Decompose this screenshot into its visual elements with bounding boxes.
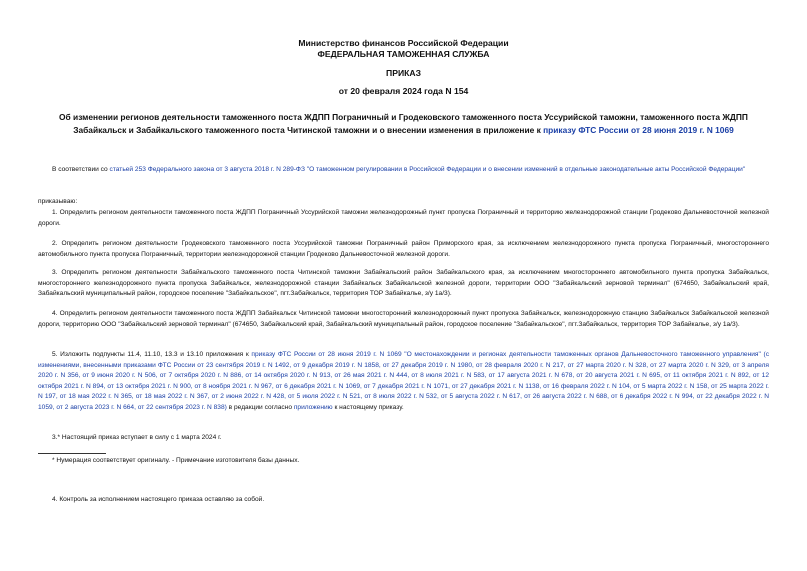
title-text: Об изменении регионов деятельности таможенного поста ЖДПП Пограничный и Гродековского таможенного поста Уссурийской таможни, таможенного поста ЖДПП Забайкальск и Забайкальского таможенного поста Читинской таможни и о внесении изменения в приложение к [59,112,748,135]
footnote-separator [38,453,106,454]
federal-law-link[interactable]: статьей 253 Федерального закона от 3 августа 2018 г. N 289-ФЗ "О таможенном регулировании в Российской Федерации и о внесении изменений в отдельные законодательные акты Российской Федерации" [109,166,746,173]
item-5-text: 5. Изложить подпункты 11.4, 11.10, 13.3 и 13.10 приложения к [52,351,252,358]
footnote: * Нумерация соответствует оригиналу. - Примечание изготовителя базы данных. [52,457,300,464]
ministry-name: Министерство финансов Российской Федерации [298,38,509,48]
title-order-link[interactable]: приказу ФТС России от 28 июня 2019 г. N 1069 [543,124,734,135]
item-5-mid: в редакции согласно [226,403,294,411]
preamble [38,165,769,176]
item-3-effective: 3.* Настоящий приказ вступает в силу с 1 марта 2024 г. [52,434,222,441]
order-word: приказываю: [38,198,78,205]
item-1: 1. Определить регионом деятельности таможенного поста ЖДПП Пограничный Уссурийской таможни железнодорожный пункт пропуска Пограничный и территорию железнодорожной станции Гродеково Дальневосточной железной дороги. [38,209,769,227]
item-3: 3. Определить регионом деятельности Забайкальского таможенного поста Читинской таможни Забайкальский район Забайкальского края, за исключением многостороннего автомобильного пункта пропуска Забайкальск, многостороннего железнодорожного пункта пропуска Забайкальск, железнодорожной станции Забайкальск Забайкальской железной дороги, территории ООО "Забайкальский зерновой терминал" (674650, Забайкальский край, Забайкальский муниципальный район, городское поселение "Забайкальское", пгт.Забайкальск, территория ТОР Забайкалье, з/у 1а/3). [38,269,769,297]
item-4-control: 4. Контроль за исполнением настоящего приказа оставляю за собой. [52,496,265,503]
service-name: ФЕДЕРАЛЬНАЯ ТАМОЖЕННАЯ СЛУЖБА [317,49,490,59]
preamble-text: В соответствии со [52,166,110,173]
document-title [38,111,769,136]
item-5-end: к настоящему приказу. [332,403,404,411]
item-5 [38,350,769,413]
order-1069-link[interactable]: приказу ФТС России от 28 июня 2019 г. N 1069 "О местонахождении и регионах деятельности таможенных органов Дальневосточного таможенного управления" (с изменениями, внесенными приказами ФТС России от 23 сентября 2019 г. N 1492, от 9 декабря 2019 г. N 1858, от 27 декабря 2019 г. N 1980, от 28 февраля 2020 г. N 217, от 27 марта 2020 г. N 328, от 27 марта 2020 г. N 329, от 3 апреля 2020 г. N 356, от 9 июня 2020 г. N 506, от 7 октября 2020 г. N 886, от 14 октября 2020 г. N 913, от 26 мая 2021 г. N 444, от 8 июля 2021 г. N 583, от 17 августа 2021 г. N 678, от 20 августа 2021 г. N 695, от 11 октября 2021 г. N 892, от 12 октября 2021 г. N 894, от 13 октября 2021 г. N 900, от 8 ноября 2021 г. N 967, от 6 декабря 2021 г. N 1069, от 7 декабря 2021 г. N 1071, от 27 декабря 2021 г. N 1138, от 16 февраля 2022 г. N 104, от 5 марта 2022 г. N 158, от 25 марта 2022 г. N 197, от 18 мая 2022 г. N 365, от 18 мая 2022 г. N 367, от 2 июня 2022 г. N 428, от 5 июля 2022 г. N 521, от 8 июля 2022 г. N 532, от 5 августа 2022 г. N 617, от 26 августа 2022 г. N 688, от 6 декабря 2022 г. N 994, от 22 декабря 2022 г. N 1059, от 2 августа 2023 г. N 664, от 22 сентября 2023 г. N 838) [38,351,769,411]
document-date-number: от 20 февраля 2024 года N 154 [338,86,469,96]
item-4: 4. Определить регионом деятельности таможенного поста ЖДПП Забайкальск Читинской таможни многосторонний железнодорожный пункт пропуска Забайкальск, железнодорожную станцию Забайкальск Забайкальской железной дороги, территорию ООО "Забайкальский зерновой терминал" (674650, Забайкальский край, Забайкальский муниципальный район, городское поселение "Забайкальское", пгт.Забайкальск, территория ТОР Забайкалье, з/у 1а/3). [38,310,769,328]
item-2: 2. Определить регионом деятельности Гродековского таможенного поста Уссурийской таможни Пограничный район Приморского края, за исключением железнодорожного пункта пропуска Пограничный, многостороннего автомобильного пункта пропуска Пограничный, территории железнодорожной станции Гродеково Дальневосточной железной дороги. [38,240,769,258]
appendix-link[interactable]: приложению [293,403,333,411]
document-type: ПРИКАЗ [386,68,421,78]
